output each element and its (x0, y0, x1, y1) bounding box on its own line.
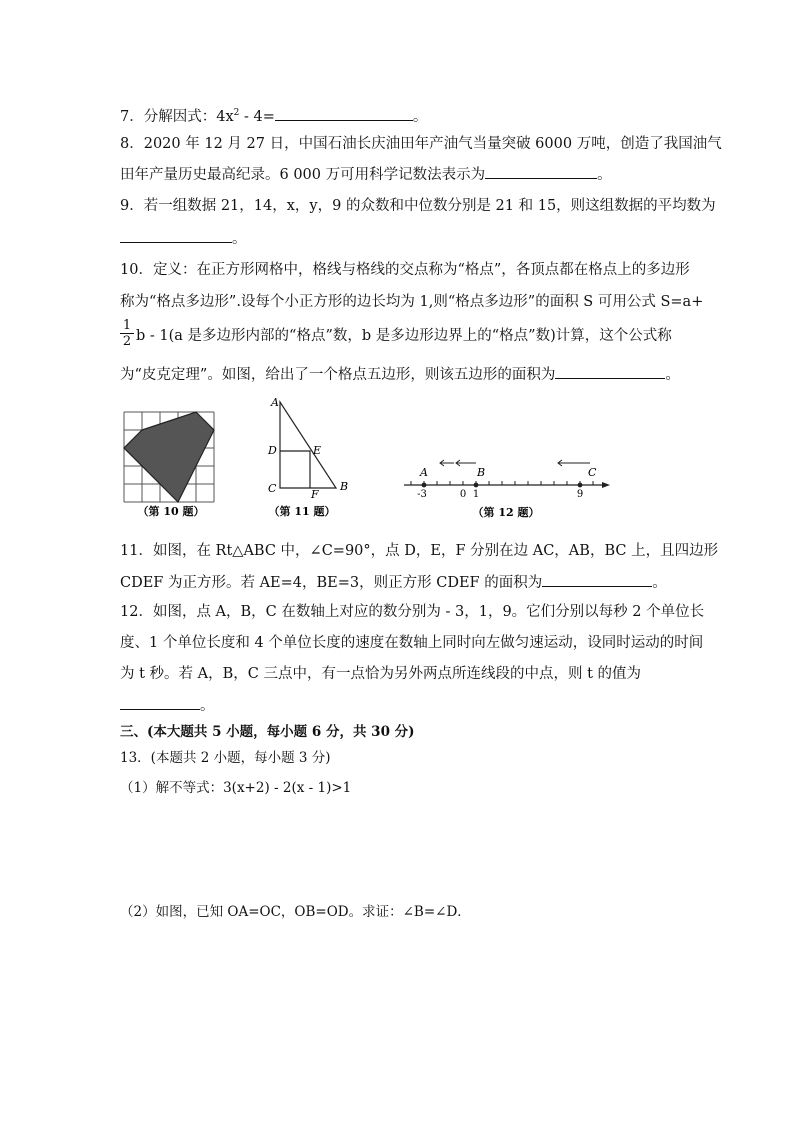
fraction-one-half (120, 318, 134, 349)
question-10-line-3: b - 1(a 是多边形内部的“格点”数，b 是多边形边界上的“格点”数)计算，这个公式称 (136, 328, 672, 344)
point-b-dot (474, 483, 479, 488)
q7-exponent: 2 (233, 108, 240, 118)
answer-blank-9[interactable] (120, 228, 232, 243)
label-d: D (268, 444, 277, 457)
question-12-line-4 (120, 695, 215, 716)
question-9-line-1: 9．若一组数据 21，14，x，y，9 的众数和中位数分别是 21 和 15，则这组数据的平均数为 (120, 198, 716, 214)
question-12-line-1: 12．如图，点 A，B，C 在数轴上对应的数分别为 - 3，1，9。它们分别以每秒 2 个单位长 (120, 604, 705, 620)
label-f: F (311, 488, 319, 501)
square-cdef (280, 451, 310, 488)
q10-text: 为“皮克定理”。如图，给出了一个格点五边形，则该五边形的面积为 (120, 367, 556, 383)
triangle-abc (280, 402, 336, 488)
caption-fig-12: （第 12 题） (472, 506, 540, 519)
answer-blank-10[interactable] (555, 364, 665, 379)
question-8-line-2 (120, 164, 612, 185)
figure-12 (398, 430, 614, 520)
answer-blank-8[interactable] (485, 164, 597, 179)
question-11-line-2 (120, 572, 667, 593)
point-a-dot (422, 483, 427, 488)
answer-blank-12[interactable] (120, 695, 200, 710)
question-10-line-4 (120, 364, 680, 385)
q7-text: 7．分解因式：4x (120, 108, 234, 125)
axis-arrow-head (602, 482, 610, 488)
figure-10 (118, 404, 224, 518)
question-13-part-1: （1）解不等式：3(x+2) - 2(x - 1)>1 (120, 780, 352, 796)
q10-end: 。 (665, 367, 680, 383)
fraction-denominator: 2 (122, 334, 132, 349)
q8-end: 。 (597, 167, 612, 183)
tick-marks (411, 481, 593, 485)
label-point-a: A (420, 466, 428, 479)
label-point-b: B (477, 466, 486, 479)
q7-text-2: - 4= (239, 108, 275, 125)
tick-label-9: 9 (576, 489, 584, 500)
tick-label-0: 0 (459, 489, 467, 500)
q11-end: 。 (652, 575, 667, 591)
question-7 (120, 103, 427, 127)
tick-label-neg3: -3 (417, 489, 427, 500)
caption-fig-10: （第 10 题） (137, 505, 205, 518)
answer-blank-11[interactable] (542, 572, 652, 587)
q12-end: 。 (200, 698, 215, 714)
pentagon-shape (124, 412, 214, 502)
section-3-heading: 三、(本大题共 5 小题，每小题 6 分，共 30 分) (120, 724, 415, 740)
label-e: E (313, 444, 322, 457)
question-9-line-2 (120, 228, 247, 249)
label-a: A (271, 396, 279, 409)
question-11-line-1: 11．如图，在 Rt△ABC 中，∠C=90°，点 D，E，F 分别在边 AC，AB，BC 上，且四边形 (120, 543, 719, 559)
question-10-line-2: 称为“格点多边形”.设每个小正方形的边长均为 1,则“格点多边形”的面积 S 可用公式 S=a+ (120, 294, 704, 310)
label-c: C (268, 482, 277, 495)
figure-11 (258, 394, 358, 518)
question-8-line-1: 8．2020 年 12 月 27 日，中国石油长庆油田年产油气当量突破 6000 万吨，创造了我国油气 (120, 136, 722, 152)
motion-arrows (440, 460, 590, 466)
tick-label-1: 1 (472, 489, 480, 500)
label-b: B (340, 480, 349, 493)
question-13-part-2: （2）如图，已知 OA=OC，OB=OD。求证：∠B=∠D． (120, 904, 471, 920)
caption-fig-11: （第 11 题） (268, 505, 336, 518)
q9-end: 。 (232, 231, 247, 247)
q11-text: CDEF 为正方形。若 AE=4，BE=3，则正方形 CDEF 的面积为 (120, 575, 543, 591)
q7-end: 。 (412, 108, 428, 125)
question-12-line-2: 度、1 个单位长度和 4 个单位长度的速度在数轴上同时向左做匀速运动，设同时运动的时间 (120, 635, 704, 651)
q8-text: 田年产量历史最高纪录。6 000 万可用科学记数法表示为 (120, 167, 486, 183)
label-point-c: C (588, 466, 597, 479)
answer-blank-7[interactable] (275, 106, 413, 121)
point-c-dot (578, 483, 583, 488)
question-10-line-1: 10．定义：在正方形网格中，格线与格线的交点称为“格点”，各顶点都在格点上的多边形 (120, 262, 690, 278)
fraction-numerator: 1 (120, 318, 134, 334)
question-12-line-3: 为 t 秒。若 A，B，C 三点中，有一点恰为另外两点所连线段的中点，则 t 的值为 (120, 666, 642, 682)
question-13-title: 13．(本题共 2 小题，每小题 3 分) (120, 750, 331, 766)
